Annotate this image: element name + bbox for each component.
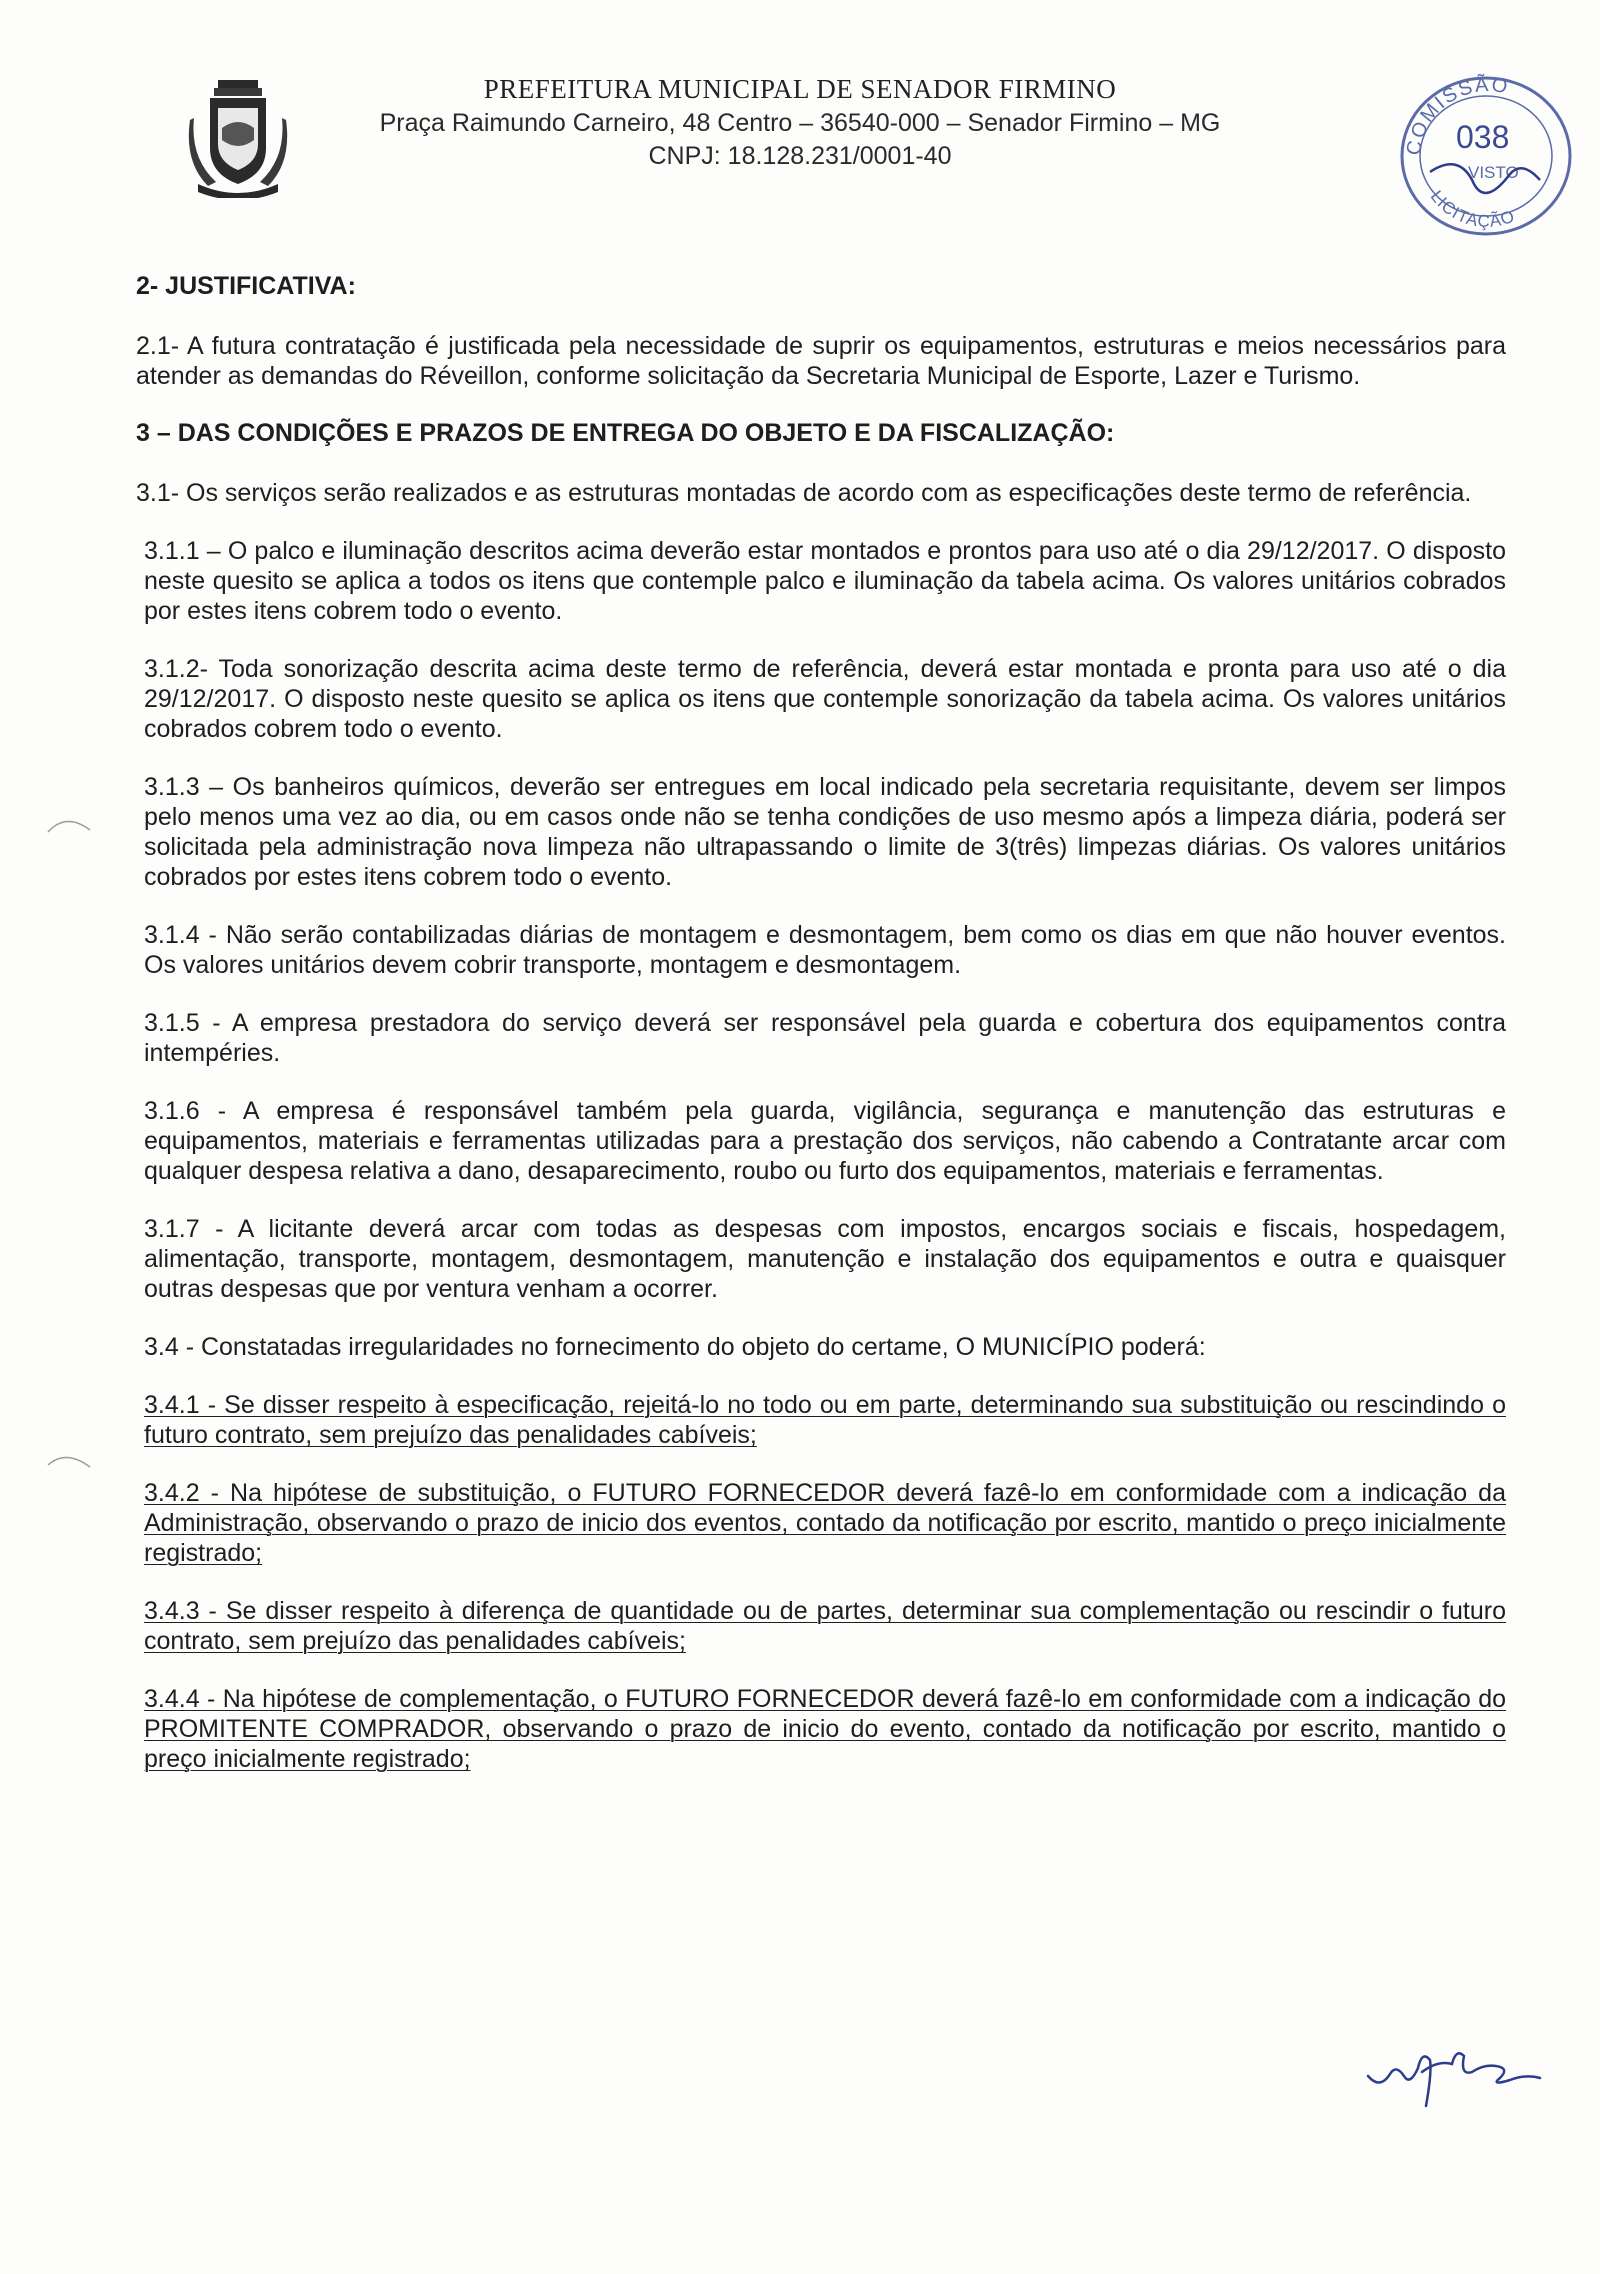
svg-text:038: 038 xyxy=(1456,119,1510,155)
organization-name: PREFEITURA MUNICIPAL DE SENADOR FIRMINO xyxy=(483,74,1117,104)
margin-mark xyxy=(44,1445,94,1475)
paragraph-3-1-4: 3.1.4 - Não serão contabilizadas diárias de montagem e desmontagem, bem como os dias em que não houver eventos. Os valores unitários devem cobrir transporte, montagem e desmontagem. xyxy=(144,921,1506,979)
document-body xyxy=(136,272,1506,1802)
paragraph-3-1-5: 3.1.5 - A empresa prestadora do serviço deverá ser responsável pela guarda e cobertura dos equipamentos contra intempéries. xyxy=(144,1009,1506,1067)
section-heading-justificativa: 2- JUSTIFICATIVA: xyxy=(136,272,356,300)
paragraph-3-1-2: 3.1.2- Toda sonorização descrita acima deste termo de referência, deverá estar montada e pronta para uso até o dia 29/12/2017. O disposto neste quesito se aplica os itens que contemple sonorização da tabela acima. Os valores unitários cobrados cobrem todo o evento. xyxy=(144,655,1506,743)
svg-text:VISTO: VISTO xyxy=(1468,163,1519,182)
paragraph-3-1-1: 3.1.1 – O palco e iluminação descritos acima deverão estar montados e prontos para uso até o dia 29/12/2017. O disposto neste quesito se aplica a todos os itens que contemple palco e iluminação da tabela acima. Os valores unitários cobrados por estes itens cobrem todo o evento. xyxy=(144,537,1506,625)
section-heading-condicoes: 3 – DAS CONDIÇÕES E PRAZOS DE ENTREGA DO OBJETO E DA FISCALIZAÇÃO: xyxy=(136,419,1115,447)
paragraph-3-4-1: 3.4.1 - Se disser respeito à especificação, rejeitá-lo no todo ou em parte, determinando sua substituição ou rescindindo o futuro contrato, sem prejuízo das penalidades cabíveis; xyxy=(144,1391,1506,1449)
letterhead-text xyxy=(340,74,1260,171)
paragraph-3-4-3: 3.4.3 - Se disser respeito à diferença de quantidade ou de partes, determinar sua complementação ou rescindir o futuro contrato, sem prejuízo das penalidades cabíveis; xyxy=(144,1597,1506,1655)
paragraph-2-1: 2.1- A futura contratação é justificada pela necessidade de suprir os equipamentos, estruturas e meios necessários para atender as demandas do Réveillon, conforme solicitação da Secretaria Municipal de Esporte, Lazer e Turismo. xyxy=(136,332,1506,390)
commission-stamp xyxy=(1390,56,1580,246)
paragraph-3-1: 3.1- Os serviços serão realizados e as estruturas montadas de acordo com as especificações deste termo de referência. xyxy=(136,479,1472,507)
paragraph-3-1-7: 3.1.7 - A licitante deverá arcar com todas as despesas com impostos, encargos sociais e fiscais, hospedagem, alimentação, transporte, montagem, desmontagem, manutenção e instalação dos equipamentos e outra e quaisquer outras despesas que por ventura venham a ocorrer. xyxy=(144,1215,1506,1303)
svg-text:COMISSÃO: COMISSÃO xyxy=(1402,73,1511,157)
margin-mark xyxy=(44,810,94,840)
svg-text:LICITAÇÃO: LICITAÇÃO xyxy=(1426,186,1518,231)
paragraph-3-4-2: 3.4.2 - Na hipótese de substituição, o FUTURO FORNECEDOR deverá fazê-lo em conformidade com a indicação da Administração, observando o prazo de inicio dos eventos, contado da notificação por escrito, mantido o preço inicialmente registrado; xyxy=(144,1479,1506,1567)
paragraph-3-4: 3.4 - Constatadas irregularidades no fornecimento do objeto do certame, O MUNICÍPIO poderá: xyxy=(144,1333,1206,1361)
coat-of-arms-icon xyxy=(188,78,288,198)
letterhead xyxy=(0,0,1600,230)
paragraph-3-4-4: 3.4.4 - Na hipótese de complementação, o FUTURO FORNECEDOR deverá fazê-lo em conformidade com a indicação do PROMITENTE COMPRADOR, observando o prazo de inicio do evento, contado da notificação por escrito, mantido o preço inicialmente registrado; xyxy=(144,1685,1506,1773)
organization-address: Praça Raimundo Carneiro, 48 Centro – 36540-000 – Senador Firmino – MG xyxy=(379,109,1221,137)
paragraph-3-1-3: 3.1.3 – Os banheiros químicos, deverão ser entregues em local indicado pela secretaria requisitante, devem ser limpos pelo menos uma vez ao dia, ou em casos onde não se tenha condições de uso mesmo após a limpeza diária, poderá ser solicitada pela administração nova limpeza não ultrapassando o limite de 3(três) limpezas diárias. Os valores unitários cobrados por estes itens cobrem todo o evento. xyxy=(144,773,1506,891)
paragraph-3-1-6: 3.1.6 - A empresa é responsável também pela guarda, vigilância, segurança e manutenção das estruturas e equipamentos, materiais e ferramentas utilizadas para a prestação dos serviços, não cabendo a Contratante arcar com qualquer despesa relativa a dano, desaparecimento, roubo ou furto dos equipamentos, materiais e ferramentas. xyxy=(144,1097,1506,1185)
organization-cnpj: CNPJ: 18.128.231/0001-40 xyxy=(648,142,952,170)
handwritten-initials xyxy=(1360,2020,1550,2110)
